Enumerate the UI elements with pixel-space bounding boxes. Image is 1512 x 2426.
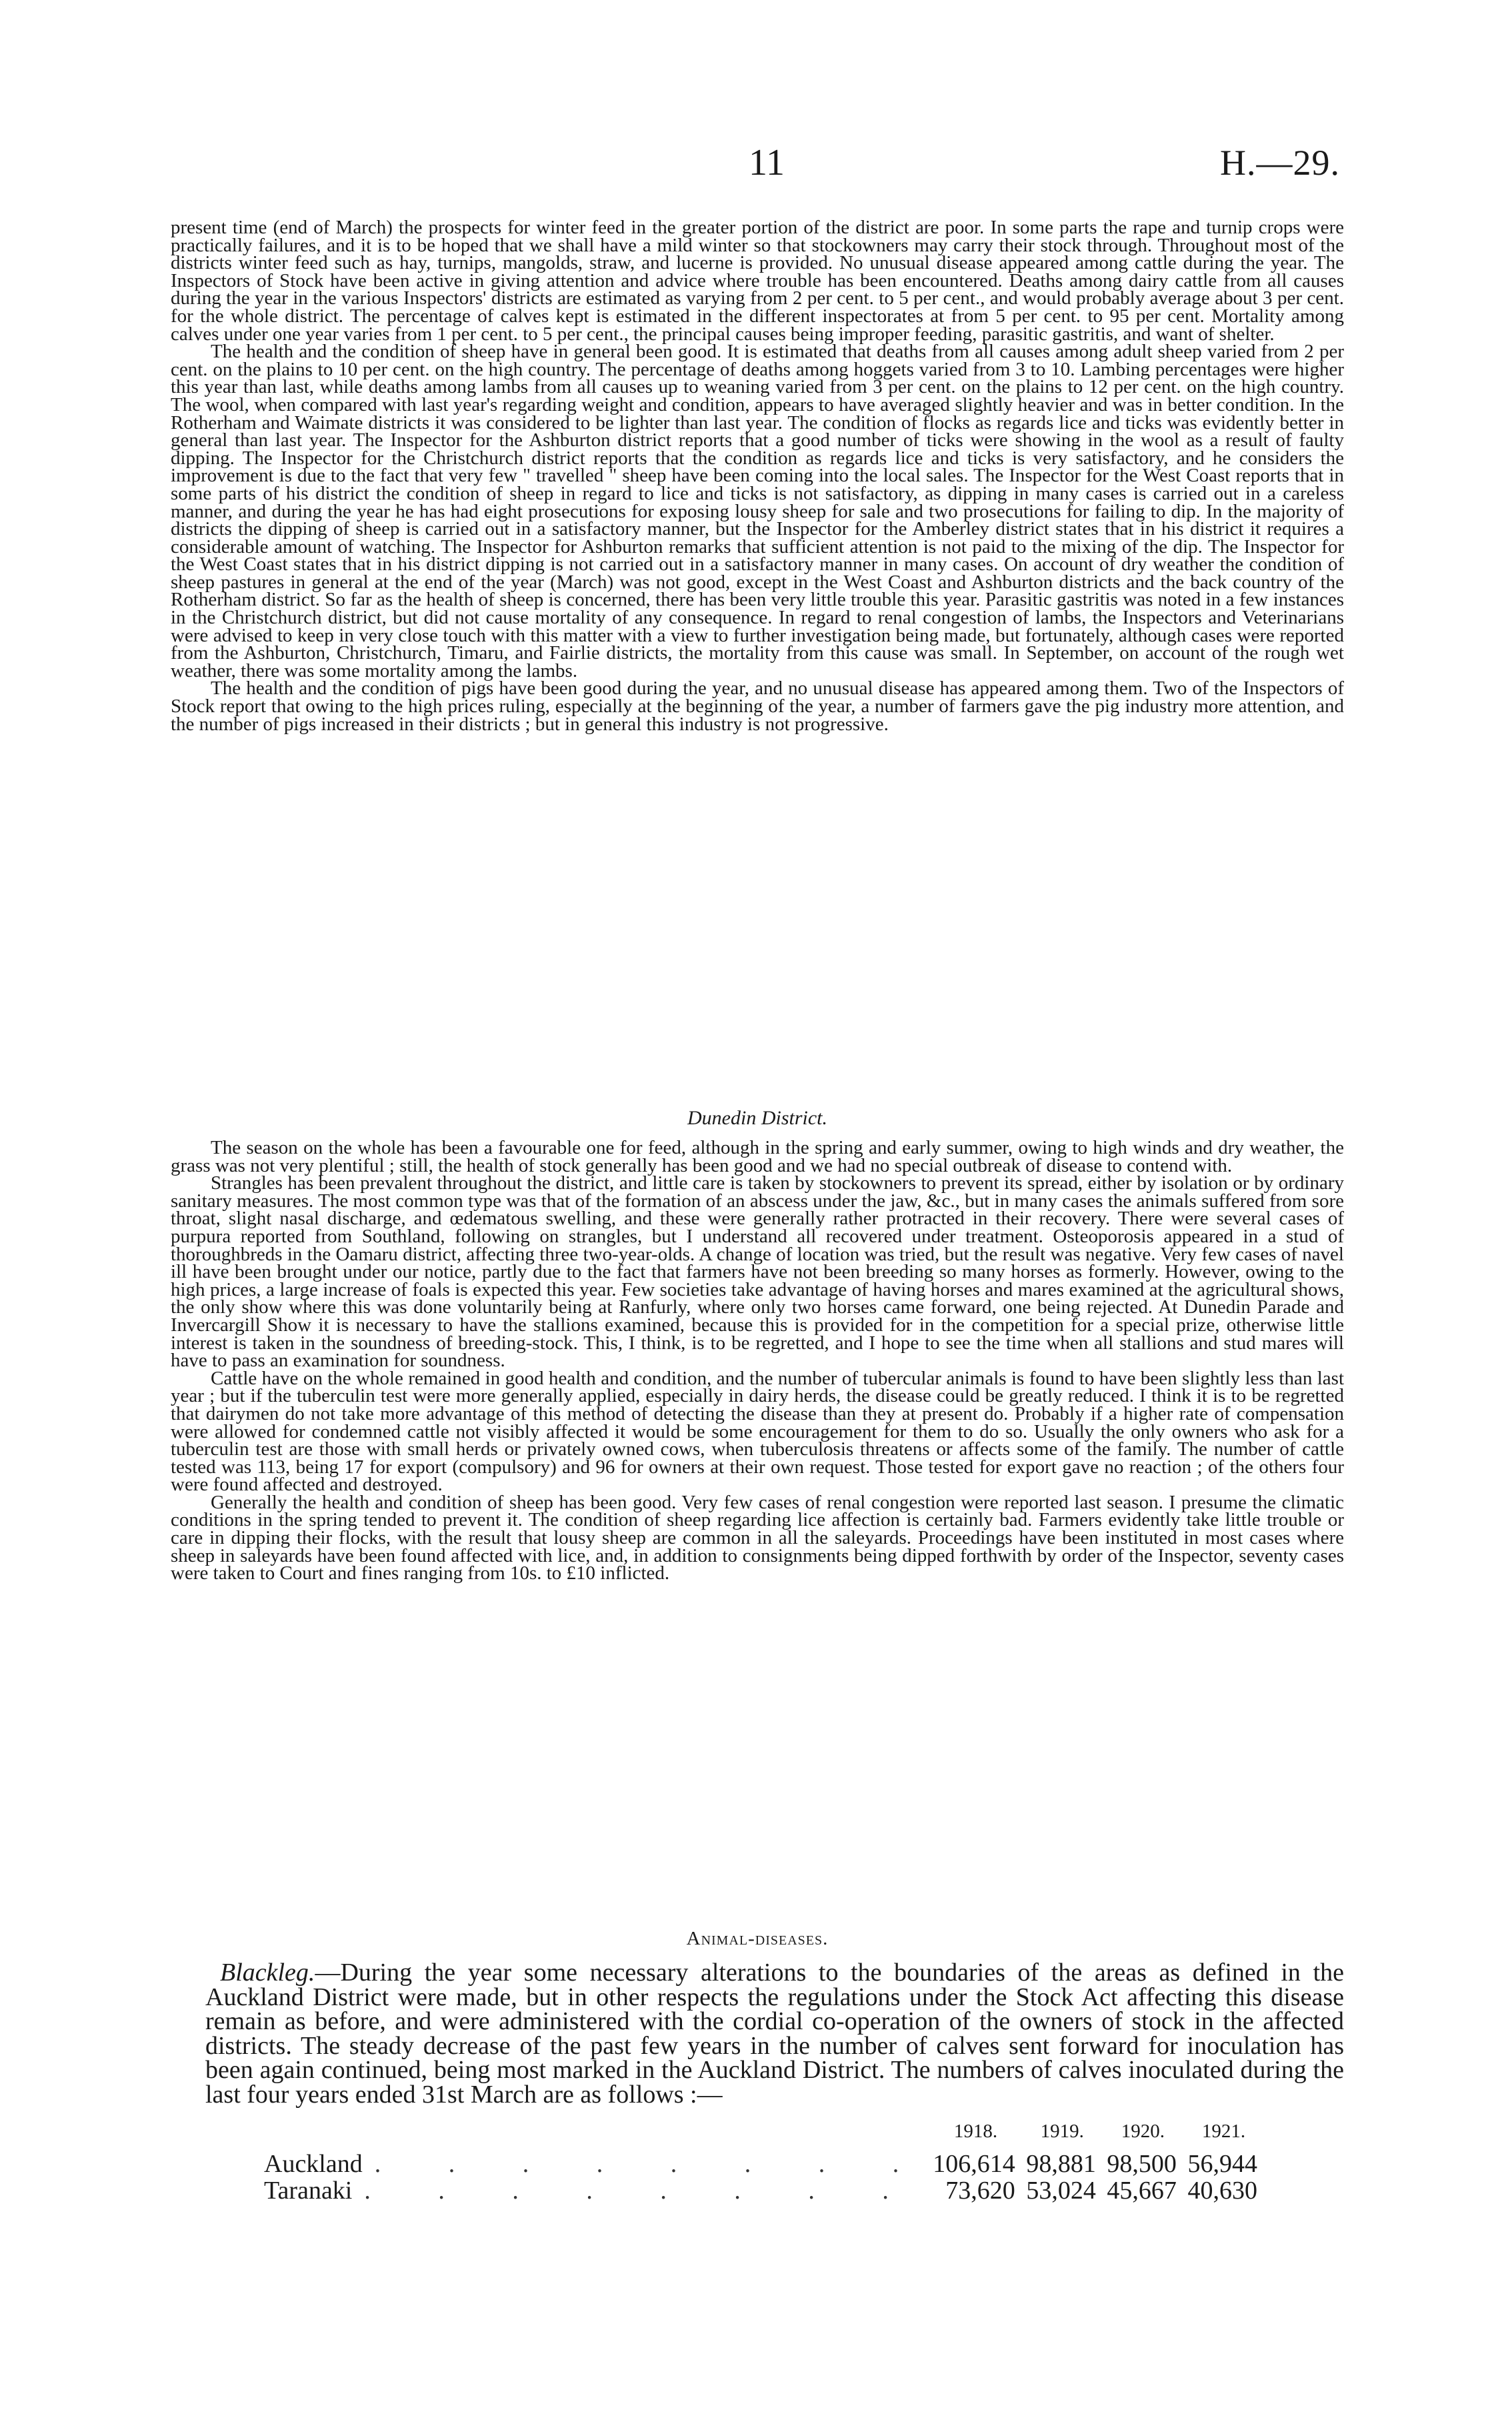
paragraph-season: The season on the whole has been a favourable one for feed, although in the spring and early summer, owing to high winds and dry weather, the grass was not very plentiful ; still, the health of stock generally has been good and we had no special outbreak of disease to contend with.	[171, 1137, 1344, 1176]
paragraph-sheep-lice: Generally the health and condition of sheep has been good. Very few cases of renal congestion were reported last season. I presume the climatic conditions in the spring tended to prevent it. The condition of sheep regarding lice affection is certainly bad. Farmers evidently take little trouble or care in dipping their flocks, with the result that lousy sheep are common in all the saleyards. Proceedings have been instituted in most cases where sheep in saleyards have been found affected with lice, and, in addition to consignments being dipped forthwith by order of the Inspector, seventy cases were taken to Court and fines ranging from 10s. to £10 inflicted.	[171, 1491, 1344, 1584]
dunedin-heading: Dunedin District.	[687, 1107, 827, 1129]
value-cell: 40,630	[1187, 2177, 1257, 2205]
year-1920: 1920.	[1121, 2121, 1165, 2142]
animal-diseases-heading: Animal-diseases.	[686, 1928, 829, 1949]
value-cell: 73,620	[945, 2177, 1015, 2205]
value-cell: 106,614	[933, 2150, 1015, 2178]
value-cell: 53,024	[1026, 2177, 1096, 2205]
paragraph-sheep: The health and the condition of sheep have in general been good. It is estimated that deaths from all causes among adult sheep varied from 2 per cent. on the plains to 10 per cent. on the high country. The percentage of deaths among hoggets varied from 3 to 10. Lambing percentages were higher this year than last, while deaths among lambs from all causes up to weaning varied from 3 per cent. on the plains to 12 per cent. on the high country. The wool, when compared with last year's regarding weight and condition, appears to have averaged slightly heavier and was in better condition. In the Rotherham and Waimate districts it was considered to be lighter than last year. The condition of flocks as regards lice and ticks was evidently better in general than last year. The Inspector for the Ashburton district reports that a good number of ticks were showing in the wool as a result of faulty dipping. The Inspector for the Christchurch district reports that the condition as regards lice and ticks is very satisfactory, and he considers the improvement is due to the fact that very few " travelled " sheep have been coming into the local sales. The Inspector for the West Coast reports that in some parts of his district the condition of sheep in regard to lice and ticks is not satisfactory, as dipping in many cases is carried out in a careless manner, and during the year he has had eight prosecutions for exposing lousy sheep for sale and two prosecutions for failing to dip. In the majority of districts the dipping of sheep is carried out in a satisfactory manner, but the Inspector for the Amberley district states that in his district it requires a considerable amount of watching. The Inspector for Ashburton remarks that sufficient attention is not paid to the mixing of the dip. The Inspector for the West Coast states that in his district dipping is not carried out in a satisfactory manner in many cases. On account of dry weather the condition of sheep pastures in general at the end of the year (March) was not good, except in the West Coast and Ashburton districts and the back country of the Rotherham district. So far as the health of sheep is concerned, there has been very little trouble this year. Parasitic gastritis was noted in a few instances in the Christchurch district, but did not cause mortality of any consequence. In regard to renal congestion of lambs, the Inspectors and Veterinarians were advised to keep in very close touch with this matter with a view to further investigation being made, but fortunately, although cases were reported from the Ashburton, Christchurch, Timaru, and Fairlie districts, the mortality from this cause was small. In September, on account of the rough wet weather, there was some mortality among the lambs.	[171, 341, 1344, 682]
blackleg-paragraph	[205, 1961, 1344, 2107]
leader-dots: . . . . . . . .	[364, 2177, 919, 2205]
paragraph-cattle-tuberculosis: Cattle have on the whole remained in good health and condition, and the number of tubercular animals is found to have been slightly less than last year ; but if the tuberculin test were more generally applied, especially in dairy herds, the disease could be greatly reduced. I think it is to be regretted that dairymen do not take more advantage of this method of detecting the disease than they at present do. Probably if a higher rate of compensation were allowed for condemned cattle not visibly affected it would be some encouragement for them to do so. Usually the only owners who ask for a tuberculin test are those with small herds or privately owned cows, when tuberculosis threatens or affects some of the family. The number of cattle tested was 113, being 17 for export (compulsory) and 96 for owners at their own request. Those tested for export gave no reaction ; of the others four were found affected and destroyed.	[171, 1367, 1344, 1496]
page-number: 11	[749, 142, 785, 183]
value-cell: 45,667	[1107, 2177, 1177, 2205]
blackleg-lead: Blackleg.	[220, 1959, 315, 1987]
table-header-blank	[264, 2121, 929, 2151]
table-header-row	[264, 2121, 1264, 2151]
year-1919: 1919.	[1040, 2121, 1084, 2142]
inoculation-table	[264, 2121, 1264, 2204]
year-1921: 1921.	[1201, 2121, 1246, 2142]
dunedin-section	[171, 1139, 1344, 1582]
paragraph-cattle: present time (end of March) the prospects for winter feed in the greater portion of the district are poor. In some parts the rape and turnip crops were practically failures, and it is to be hoped that we shall have a mild winter so that stockowners may carry their stock through. Throughout most of the districts winter feed such as hay, turnips, mangolds, straw, and lucerne is provided. No unusual disease appeared among cattle during the year. The Inspectors of Stock have been active in giving attention and advice where trouble has been encountered. Deaths among dairy cattle from all causes during the year in the various Inspectors' districts are estimated as varying from 2 per cent. to 5 per cent., and would probably average about 3 per cent. for the whole district. The percentage of calves kept is estimated in the different inspectorates at from 5 per cent. to 95 per cent. Mortality among calves under one year varies from 1 per cent. to 5 per cent., the principal causes being improper feeding, parasitic gastritis, and want of shelter.	[171, 217, 1344, 345]
district-cell	[264, 2151, 929, 2177]
inoculation-table-wrap	[264, 2121, 1264, 2204]
blackleg-section	[205, 1961, 1344, 2107]
canterbury-continuation	[171, 219, 1344, 733]
value-cell: 56,944	[1187, 2150, 1257, 2178]
value-cell: 98,881	[1026, 2150, 1096, 2178]
blackleg-text: —During the year some necessary alterations to the boundaries of the areas as defined in the Auckland District were made, but in other respects the regulations under the Stock Act affecting this disease remain as before, and were administered with the cordial co-operation of the owners of stock in the affected districts. The steady decrease of the past few years in the number of calves sent forward for inoculation has been again continued, being most marked in the Auckland District. The numbers of calves inoculated during the last four years ended 31st March are as follows :—	[205, 1959, 1344, 2109]
value-cell: 98,500	[1107, 2150, 1177, 2178]
table-row	[264, 2177, 1264, 2204]
district-cell	[264, 2177, 929, 2204]
district-name: Taranaki	[264, 2177, 353, 2205]
paragraph-pigs: The health and the condition of pigs have been good during the year, and no unusual disease has appeared among them. Two of the Inspectors of Stock report that owing to the high prices ruling, especially at the beginning of the year, a number of farmers gave the pig industry more attention, and the number of pigs increased in their districts ; but in general this industry is not progressive.	[171, 678, 1344, 735]
paragraph-strangles: Strangles has been prevalent throughout the district, and little care is taken by stockowners to prevent its spread, either by isolation or by ordinary sanitary measures. The most common type was that of the formation of an abscess under the jaw, &c., but in many cases the animals suffered from sore throat, slight nasal discharge, and œdematous swelling, and these were generally rather protracted in their recovery. There were several cases of purpura reported from Southland, following on strangles, but I understand all recovered under treatment. Osteoporosis appeared in a stud of thoroughbreds in the Oamaru district, affecting three two-year-olds. A change of location was tried, but the result was negative. Very few cases of navel ill have been brought under our notice, partly due to the fact that farmers have not been breeding so many horses as formerly. However, owing to the high prices, a large increase of foals is expected this year. Few societies take advantage of having horses and mares examined at the agricultural shows, the only show where this was done voluntarily being at Ranfurly, where only two horses came forward, one being rejected. At Dunedin Parade and Invercargill Show it is necessary to have the stallions examined, because this is provided for in the competition for a special prize, otherwise little interest is taken in the soundness of breeding-stock. This, I think, is to be regretted, and I hope to see the time when all stallions and stud mares will have to pass an examination for soundness.	[171, 1172, 1344, 1372]
year-1918: 1918.	[953, 2121, 998, 2142]
leader-dots: . . . . . . . .	[374, 2150, 930, 2178]
report-code: H.—29.	[1220, 143, 1340, 183]
table-row	[264, 2151, 1264, 2177]
district-name: Auckland	[264, 2150, 363, 2178]
